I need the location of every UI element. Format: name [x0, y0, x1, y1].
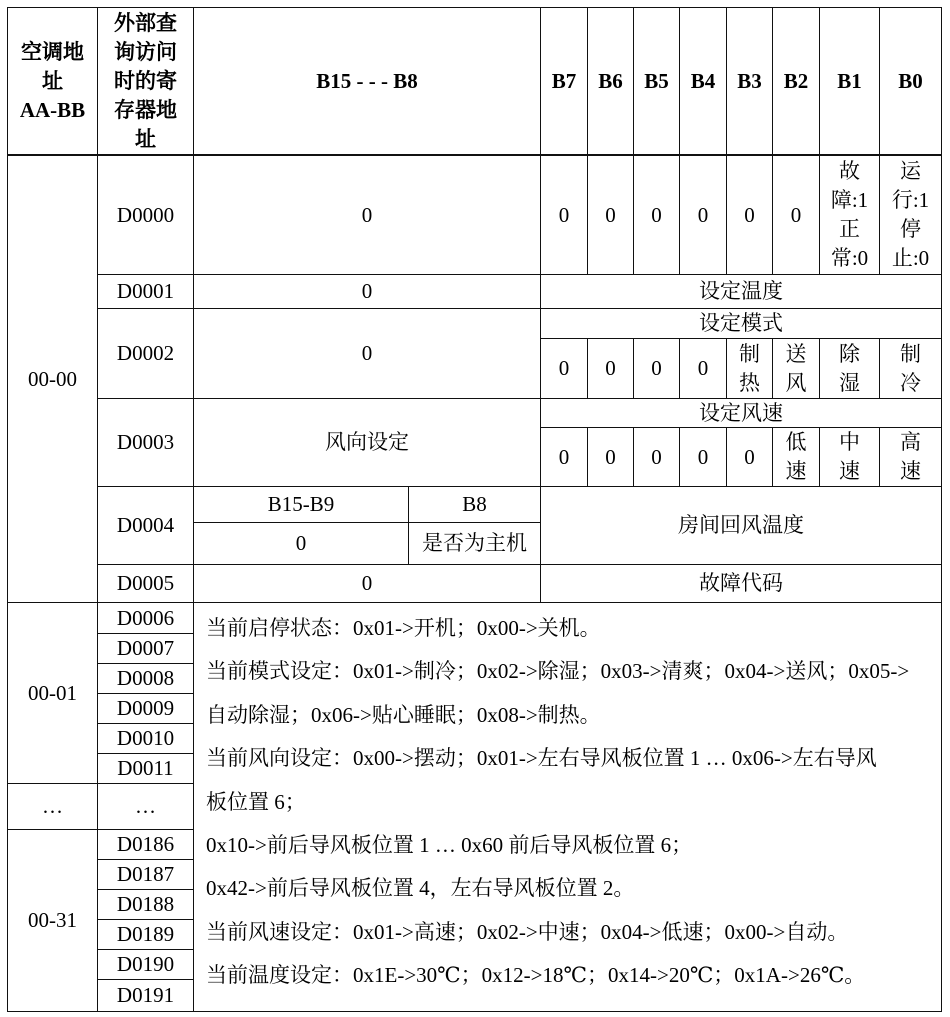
- d0003-bit-b0-high-speed: 高 速: [880, 428, 942, 487]
- register-d0188: D0188: [98, 890, 194, 920]
- address-00-01: 00-01: [8, 603, 98, 784]
- d0002-bit-b7: 0: [541, 339, 588, 399]
- d0004-subheader-b8: B8: [409, 487, 541, 523]
- d0000-bit-b3: 0: [727, 156, 773, 275]
- d0003-high-bits-wind-direction: 风向设定: [194, 399, 541, 487]
- header-high-bits: B15 - - - B8: [194, 8, 541, 156]
- register-d0189: D0189: [98, 920, 194, 950]
- register-d0011: D0011: [98, 754, 194, 784]
- register-d0191: D0191: [98, 980, 194, 1012]
- d0000-bit-b0-run-status: 运 行:1 停 止:0: [880, 156, 942, 275]
- d0002-bit-b2-fan: 送 风: [773, 339, 820, 399]
- register-d0004: D0004: [98, 487, 194, 565]
- d0005-high-bits: 0: [194, 565, 541, 603]
- description-line-power-state: 当前启停状态：0x01->开机；0x00->关机。: [206, 616, 601, 640]
- header-ac-address: 空调地 址 AA-BB: [8, 8, 98, 156]
- d0002-bit-b5: 0: [634, 339, 680, 399]
- header-bit-b6: B6: [588, 8, 634, 156]
- d0004-subheader-b15-b9: B15-B9: [194, 487, 409, 523]
- d0002-bit-b3-heating: 制 热: [727, 339, 773, 399]
- register-d0190: D0190: [98, 950, 194, 980]
- address-ellipsis: …: [8, 784, 98, 830]
- d0000-bit-b5: 0: [634, 156, 680, 275]
- register-d0010: D0010: [98, 724, 194, 754]
- header-bit-b4: B4: [680, 8, 727, 156]
- register-d0006: D0006: [98, 603, 194, 634]
- d0004-value-b8-is-master: 是否为主机: [409, 523, 541, 565]
- d0003-bit-b6: 0: [588, 428, 634, 487]
- d0002-low-bits-title-set-mode: 设定模式: [541, 309, 942, 339]
- register-d0009: D0009: [98, 694, 194, 724]
- d0003-bit-b4: 0: [680, 428, 727, 487]
- header-bit-b3: B3: [727, 8, 773, 156]
- header-register-address: 外部查 询访问 时的寄 存器地 址: [98, 8, 194, 156]
- d0000-bit-b7: 0: [541, 156, 588, 275]
- d0003-bit-b1-mid-speed: 中 速: [820, 428, 880, 487]
- header-bit-b7: B7: [541, 8, 588, 156]
- d0002-bit-b4: 0: [680, 339, 727, 399]
- d0004-low-bits-return-air-temperature: 房间回风温度: [541, 487, 942, 565]
- d0003-bit-b7: 0: [541, 428, 588, 487]
- register-d0000: D0000: [98, 156, 194, 275]
- d0002-bit-b0-cooling: 制 冷: [880, 339, 942, 399]
- d0002-high-bits: 0: [194, 309, 541, 399]
- register-d0008: D0008: [98, 664, 194, 694]
- address-00-00: 00-00: [8, 156, 98, 603]
- description-line-wind-direction-2: 板位置 6；: [206, 789, 306, 814]
- register-d0003: D0003: [98, 399, 194, 487]
- header-bit-b1: B1: [820, 8, 880, 156]
- register-d0002: D0002: [98, 309, 194, 399]
- d0002-bit-b6: 0: [588, 339, 634, 399]
- d0003-bit-b2-low-speed: 低 速: [773, 428, 820, 487]
- description-line-mode-2: 自动除湿；0x06->贴心睡眠；0x08->制热。: [206, 702, 601, 727]
- description-line-wind-direction-3: 0x10->前后导风板位置 1 … 0x60 前后导风板位置 6；: [206, 832, 693, 857]
- d0000-high-bits: 0: [194, 156, 541, 275]
- description-line-fan-speed: 当前风速设定：0x01->高速；0x02->中速；0x04->低速；0x00->自动。: [206, 919, 849, 944]
- d0001-low-bits-set-temperature: 设定温度: [541, 275, 942, 309]
- d0003-bit-b3: 0: [727, 428, 773, 487]
- d0002-bit-b1-dehumidify: 除 湿: [820, 339, 880, 399]
- address-00-31: 00-31: [8, 830, 98, 1012]
- header-bit-b5: B5: [634, 8, 680, 156]
- header-bit-b0: B0: [880, 8, 942, 156]
- description-line-temperature: 当前温度设定：0x1E->30℃；0x12->18℃；0x14->20℃；0x1A->26℃。: [206, 963, 866, 988]
- register-d0186: D0186: [98, 830, 194, 860]
- register-d0005: D0005: [98, 565, 194, 603]
- description-line-wind-direction-4: 0x42->前后导风板位置 4，左右导风板位置 2。: [206, 876, 635, 901]
- d0000-bit-b6: 0: [588, 156, 634, 275]
- description-line-wind-direction-1: 当前风向设定：0x00->摆动；0x01->左右导风板位置 1 … 0x06->左右导风: [206, 746, 877, 771]
- register-d0001: D0001: [98, 275, 194, 309]
- d0003-low-bits-title-fan-speed: 设定风速: [541, 399, 942, 428]
- d0003-bit-b5: 0: [634, 428, 680, 487]
- register-d0187: D0187: [98, 860, 194, 890]
- status-description-cell: [194, 603, 942, 1012]
- register-d0007: D0007: [98, 634, 194, 664]
- d0001-high-bits: 0: [194, 275, 541, 309]
- register-table: [7, 7, 942, 1012]
- description-line-mode-1: 当前模式设定：0x01->制冷；0x02->除湿；0x03->清爽；0x04->送风；0x05->: [206, 659, 910, 684]
- d0000-bit-b2: 0: [773, 156, 820, 275]
- header-bit-b2: B2: [773, 8, 820, 156]
- d0005-low-bits-fault-code: 故障代码: [541, 565, 942, 603]
- d0004-value-b15-b9: 0: [194, 523, 409, 565]
- register-ellipsis: …: [98, 784, 194, 830]
- d0000-bit-b1-fault-status: 故 障:1 正 常:0: [820, 156, 880, 275]
- d0000-bit-b4: 0: [680, 156, 727, 275]
